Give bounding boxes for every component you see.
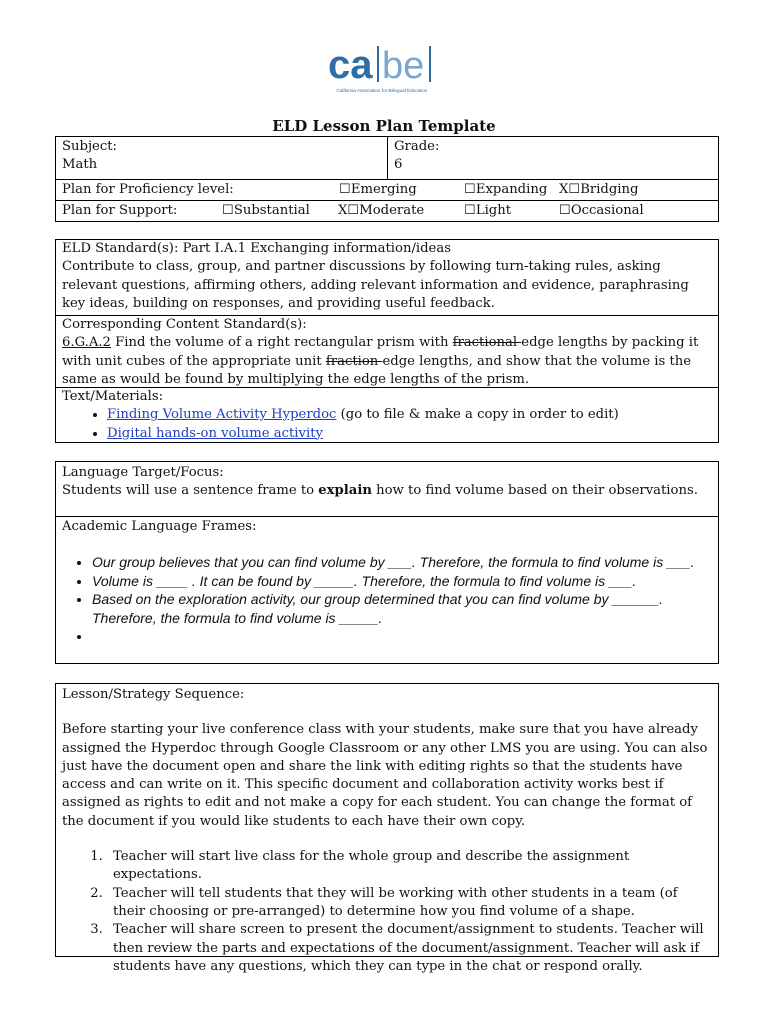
content-text-3: edge lengths, and show that the volume is the same as would be found by multiplying the edge lengths of the prism. bbox=[62, 353, 692, 387]
target-after: how to find volume based on their observations. bbox=[371, 483, 698, 499]
grade-cell bbox=[388, 138, 720, 175]
content-standard-text bbox=[62, 334, 712, 389]
hyperdoc-link[interactable]: Finding Volume Activity Hyperdoc bbox=[107, 407, 337, 423]
logo-letters-dark: ca bbox=[328, 43, 373, 87]
checkbox-substantial[interactable]: ☐Substantial bbox=[222, 203, 310, 218]
strikethrough-fractional: fractional bbox=[452, 335, 522, 351]
grade-value: 6 bbox=[394, 157, 403, 173]
eld-standard-heading: ELD Standard(s): Part I.A.1 Exchanging information/ideas bbox=[62, 241, 451, 256]
cabe-logo bbox=[326, 42, 438, 96]
content-text-1: Find the volume of a right rectangular prism with bbox=[110, 335, 453, 351]
subject-label: Subject: bbox=[62, 139, 117, 154]
strikethrough-fraction: fraction bbox=[325, 353, 383, 369]
content-standard-code: 6.G.A.2 bbox=[62, 335, 111, 351]
volume-activity-link[interactable]: Digital hands-on volume activity bbox=[107, 425, 323, 441]
support-label: Plan for Support: bbox=[62, 203, 178, 218]
target-bold: explain bbox=[318, 483, 372, 499]
checkbox-expanding[interactable]: ☐Expanding bbox=[464, 182, 548, 197]
list-item: • Our group believes that you can find volume by ___. Therefore, the formula to find volume is ___. bbox=[92, 553, 712, 572]
subject-value: Math bbox=[62, 157, 98, 173]
materials-heading: Text/Materials: bbox=[62, 389, 164, 404]
header-table bbox=[55, 136, 719, 222]
standards-table bbox=[55, 239, 719, 443]
eld-standard-text: Contribute to class, group, and partner discussions by following turn-taking rules, asking relevant questions, affirming others, adding relevant information and evidence, paraphrasing key ideas, building on responses, and providing useful feedback. bbox=[62, 259, 689, 311]
lesson-table bbox=[55, 683, 719, 974]
frames-cell bbox=[56, 518, 718, 646]
checkbox-moderate[interactable]: X☐Moderate bbox=[338, 203, 425, 218]
frames-list bbox=[62, 553, 712, 646]
list-item bbox=[107, 425, 712, 443]
checkbox-bridging[interactable]: X☐Bridging bbox=[559, 182, 639, 197]
content-standard-cell bbox=[56, 316, 718, 389]
grade-label: Grade: bbox=[394, 139, 440, 154]
list-item: 2. Teacher will tell students that they will be working with other students in a team (of their choosing or pre-arranged) to determine how you find volume of a shape. bbox=[107, 885, 712, 922]
frames-heading: Academic Language Frames: bbox=[62, 519, 257, 534]
proficiency-label: Plan for Proficiency level: bbox=[62, 182, 234, 197]
logo-subtitle: California Association for Bilingual Education bbox=[336, 88, 428, 93]
lesson-cell bbox=[56, 686, 718, 976]
lesson-heading: Lesson/Strategy Sequence: bbox=[62, 687, 245, 702]
list-item bbox=[92, 627, 712, 646]
document-title: ELD Lesson Plan Template bbox=[272, 117, 496, 135]
checkbox-light[interactable]: ☐Light bbox=[464, 203, 512, 218]
language-target-heading: Language Target/Focus: bbox=[62, 465, 224, 480]
list-item: • Based on the exploration activity, our group determined that you can find volume by ______. Therefore, the formula to find volume is _____. bbox=[92, 590, 712, 627]
language-target-cell bbox=[56, 464, 718, 501]
checkbox-emerging[interactable]: ☐Emerging bbox=[339, 182, 417, 197]
content-standard-heading: Corresponding Content Standard(s): bbox=[62, 317, 307, 332]
list-item: 1. Teacher will start live class for the whole group and describe the assignment expectations. bbox=[107, 848, 712, 885]
list-item: 3. Teacher will share screen to present the document/assignment to students. Teacher will then review the parts and expectations of the document/assignment. Teacher will ask if students have any questions, which they can type in the chat or respond orally. bbox=[107, 921, 712, 976]
content-text-2: edge lengths by packing it with unit cubes of the appropriate unit bbox=[62, 335, 699, 369]
language-target-text bbox=[62, 482, 712, 500]
checkbox-occasional[interactable]: ☐Occasional bbox=[559, 203, 644, 218]
language-table bbox=[55, 461, 719, 664]
lesson-steps bbox=[62, 848, 712, 976]
materials-cell bbox=[56, 388, 718, 443]
list-item bbox=[107, 406, 712, 424]
subject-cell bbox=[56, 138, 388, 175]
logo-letters-light: be bbox=[382, 45, 425, 87]
target-before: Students will use a sentence frame to bbox=[62, 483, 319, 499]
materials-list bbox=[62, 406, 712, 443]
list-item: • Volume is ____ . It can be found by _____. Therefore, the formula to find volume is ___. bbox=[92, 572, 712, 591]
hyperdoc-note: (go to file & make a copy in order to edit) bbox=[336, 407, 619, 423]
eld-standard-cell bbox=[56, 240, 718, 313]
lesson-intro: Before starting your live conference class with your students, make sure that you have already assigned the Hyperdoc through Google Classroom or any other LMS you are using. You can also just have the document open and share the link with editing rights so that the students have access and can write on it. This specific document and collaboration activity works best if assigned as rights to edit and not make a copy for each student. You can change the format of the document if you would like students to each have their own copy. bbox=[62, 722, 708, 829]
